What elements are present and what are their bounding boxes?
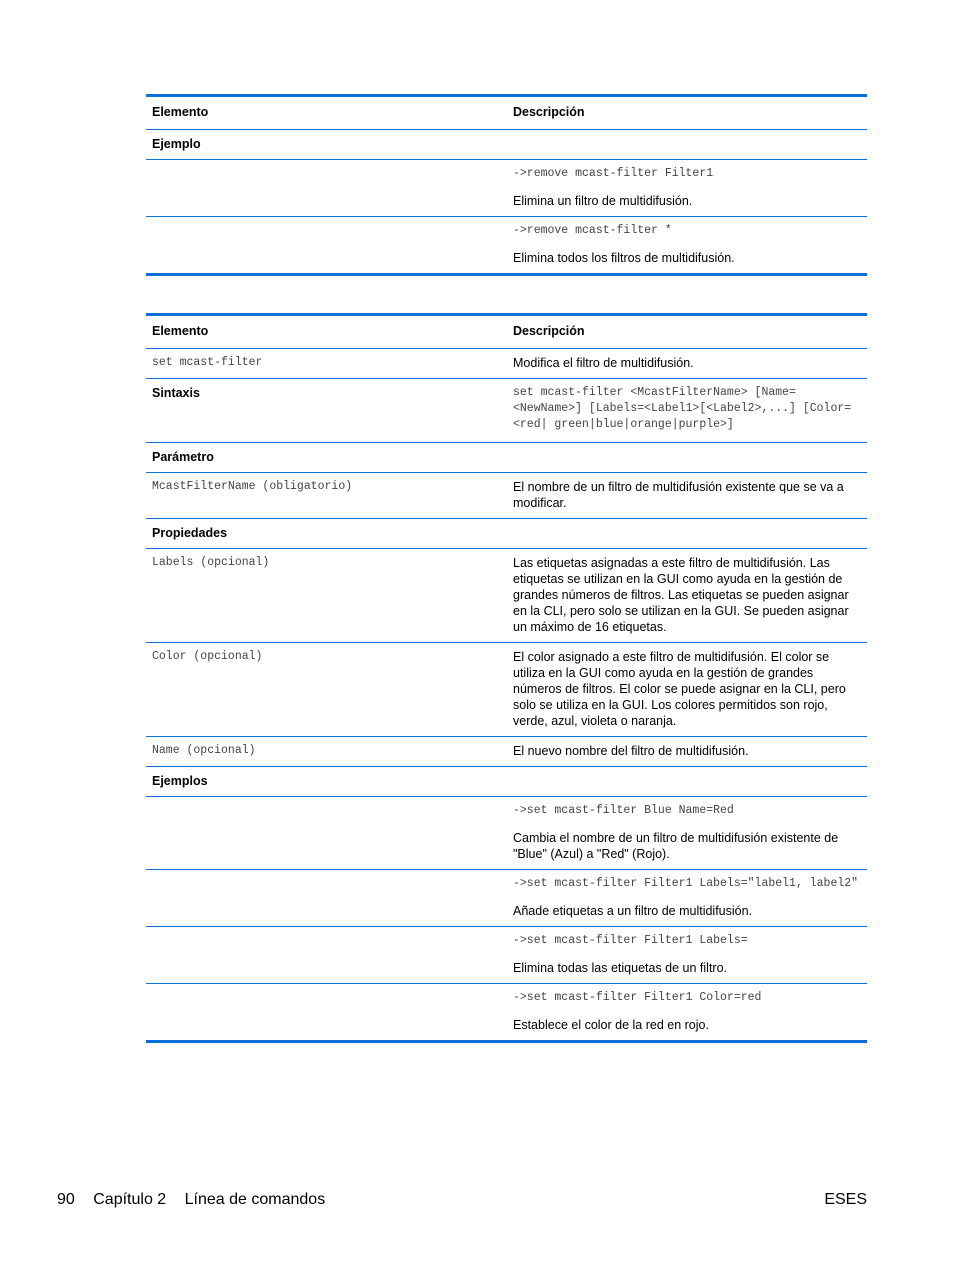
prop-desc: El nuevo nombre del filtro de multidifusión. [513, 744, 749, 758]
prop-desc: Las etiquetas asignadas a este filtro de multidifusión. Las etiquetas se utilizan en la GUI como ayuda en la gestión de grandes números de filtros. Las etiquetas se pueden asignar en la CLI, pero solo se utilizan en la GUI. Se pueden asignar un máximo de 16 etiquetas. [513, 556, 849, 634]
example-desc: Establece el color de la red en rojo. [513, 1018, 709, 1032]
command-desc: Modifica el filtro de multidifusión. [513, 356, 694, 370]
syntax-label: Sintaxis [152, 386, 200, 400]
example-code: ->remove mcast-filter * [513, 224, 672, 237]
table-row [146, 160, 867, 217]
prop-name: Labels (opcional) [152, 556, 270, 569]
header-elemento: Elemento [152, 324, 209, 338]
table-header [146, 316, 867, 349]
example-code: ->set mcast-filter Filter1 Color=red [513, 991, 762, 1004]
table-row [146, 870, 867, 927]
example-code: ->remove mcast-filter Filter1 [513, 167, 714, 180]
header-descripcion: Descripción [513, 105, 585, 119]
section-row-propiedades [146, 519, 867, 549]
example-desc: Elimina todas las etiquetas de un filtro. [513, 961, 728, 975]
example-code: ->set mcast-filter Filter1 Labels="label1, label2" [513, 877, 859, 890]
table-row [146, 984, 867, 1040]
example-desc: Cambia el nombre de un filtro de multidifusión existente de "Blue" (Azul) a "Red" (Rojo). [513, 831, 839, 861]
header-descripcion: Descripción [513, 324, 585, 338]
command-name: set mcast-filter [152, 356, 263, 369]
table-row-syntax [146, 379, 867, 443]
syntax-code: set mcast-filter <McastFilterName> [Name=<NewName>] [Labels=<Label1>[<Label2>,...] [Color=<red| green|blue|orange|purple>] [513, 386, 852, 431]
prop-desc: El color asignado a este filtro de multidifusión. El color se utiliza en la GUI como ayuda en la gestión de grandes números de filtros. El color se puede asignar en la CLI, pero solo se utiliza en la GUI. Los colores permitidos son rojo, verde, azul, violeta o naranja. [513, 650, 846, 728]
section-row-ejemplo [146, 130, 867, 160]
param-desc: El nombre de un filtro de multidifusión existente que se va a modificar. [513, 480, 844, 510]
section-label: Ejemplos [152, 774, 208, 788]
table-set-mcast-filter [146, 313, 867, 1043]
table-row [146, 217, 867, 273]
example-code: ->set mcast-filter Filter1 Labels= [513, 934, 748, 947]
table-row-param [146, 473, 867, 519]
chapter-label: Capítulo 2 [93, 1191, 167, 1208]
prop-name: Name (opcional) [152, 744, 256, 757]
prop-name: Color (opcional) [152, 650, 263, 663]
table-row-prop [146, 549, 867, 643]
page-number: 90 [57, 1191, 75, 1208]
param-name: McastFilterName (obligatorio) [152, 480, 353, 493]
table-row [146, 797, 867, 870]
example-desc: Añade etiquetas a un filtro de multidifusión. [513, 904, 753, 918]
locale-code: ESES [824, 1191, 867, 1208]
table-row-prop [146, 737, 867, 767]
table-header [146, 97, 867, 130]
section-label: Parámetro [152, 450, 214, 464]
example-code: ->set mcast-filter Blue Name=Red [513, 804, 734, 817]
section-row-parametro [146, 443, 867, 473]
table-remove-examples [146, 94, 867, 276]
chapter-title: Línea de comandos [184, 1191, 326, 1208]
table-row-prop [146, 643, 867, 737]
example-desc: Elimina un filtro de multidifusión. [513, 194, 693, 208]
page-footer [57, 1191, 867, 1209]
header-elemento: Elemento [152, 105, 209, 119]
section-row-ejemplos [146, 767, 867, 797]
section-label: Ejemplo [152, 137, 201, 151]
table-row [146, 927, 867, 984]
section-label: Propiedades [152, 526, 228, 540]
table-row-command [146, 349, 867, 379]
example-desc: Elimina todos los filtros de multidifusión. [513, 251, 735, 265]
